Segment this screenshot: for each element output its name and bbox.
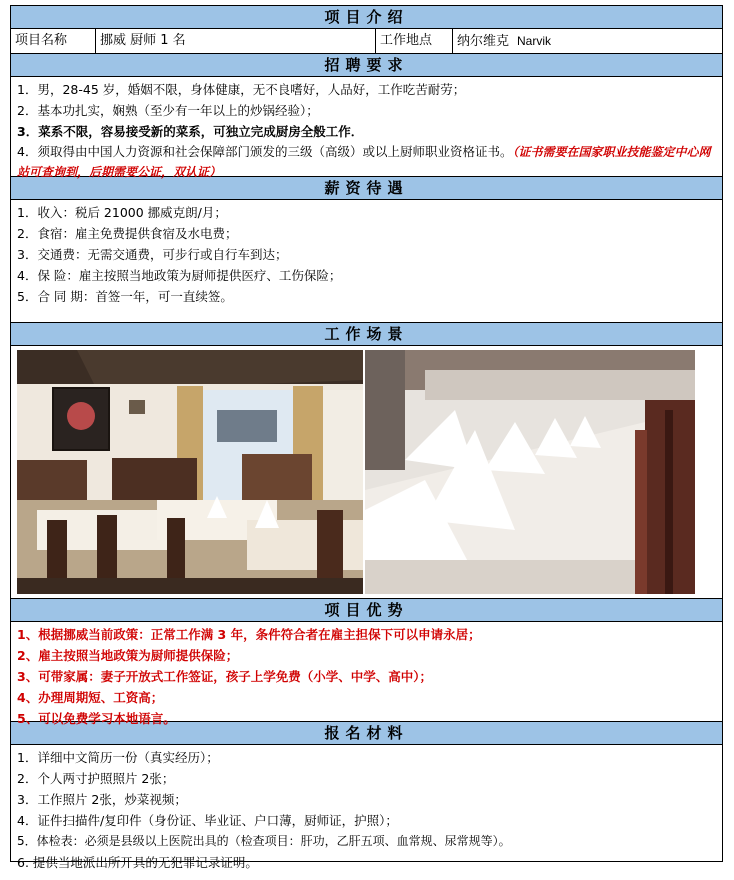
advantage-item: 3、可带家属：妻子开放式工作签证，孩子上学免费（小学、中学、高中）； xyxy=(17,669,432,684)
project-name-label: 项目名称 xyxy=(11,29,96,53)
work-place-en: Narvik xyxy=(517,34,552,48)
requirement-item: 3．菜系不限，容易接受新的菜系，可独立完成厨房全般工作． xyxy=(17,124,364,139)
work-place-value xyxy=(453,29,722,53)
advantages-list xyxy=(10,622,723,726)
material-item: 1．详细中文简历一份（真实经历）； xyxy=(17,750,219,765)
requirement-item-text: 4．须取得由中国人力资源和社会保障部门颁发的三级（高级）或以上厨师职业资格证书。 xyxy=(17,144,513,159)
work-place-cn: 纳尔维克 xyxy=(457,34,510,49)
salary-item: 2．食宿：雇主免费提供食宿及水电费； xyxy=(17,226,238,241)
requirement-item-4 xyxy=(17,142,716,182)
requirements-list xyxy=(10,77,723,177)
material-item: 5．体检表：必须是县级以上医院出具的（检查项目：肝功，乙肝五项、血常规、尿常规等）。 xyxy=(17,834,511,848)
requirement-item: 2．基本功扎实，娴熟（至少有一年以上的炒锅经验）； xyxy=(17,103,319,118)
salary-list xyxy=(10,200,723,323)
advantage-item: 2、雇主按照当地政策为厨师提供保险； xyxy=(17,648,239,663)
materials-list xyxy=(10,745,723,870)
work-place-label: 工作地点 xyxy=(376,29,453,53)
intro-info-row xyxy=(10,29,723,54)
intro-header: 项目介绍 xyxy=(10,5,723,29)
salary-item: 3．交通费：无需交通费，可步行或自行车到达； xyxy=(17,247,288,262)
advantages-header: 项目优势 xyxy=(10,599,723,622)
restaurant-photo-right xyxy=(365,350,695,594)
salary-item: 5．合 同 期：首签一年，可一直续签。 xyxy=(17,289,233,304)
scene-photos xyxy=(10,346,723,599)
advantage-item: 4、办理周期短、工资高； xyxy=(17,690,164,705)
certificate-note: （证书需要在国家职业技能鉴定中心网站可查询到，后期需要公证，双认证） xyxy=(17,145,711,179)
restaurant-photo-left xyxy=(17,350,363,594)
material-item: 4．证件扫描件/复印件（身份证、毕业证、户口薄，厨师证，护照）； xyxy=(17,813,398,828)
job-sheet xyxy=(10,5,723,870)
advantage-item: 1、根据挪威当前政策：正常工作满 3 年，条件符合者在雇主担保下可以申请永居； xyxy=(17,627,481,642)
material-item: 6. 提供当地派出所开具的无犯罪记录证明。 xyxy=(17,855,258,870)
material-item: 3．工作照片 2张，炒菜视频； xyxy=(17,792,187,807)
salary-item: 4．保 险：雇主按照当地政策为厨师提供医疗、工伤保险； xyxy=(17,268,342,283)
material-item: 2．个人两寸护照照片 2张； xyxy=(17,771,175,786)
advantage-item: 5、可以免费学习本地语言。 xyxy=(17,711,176,726)
salary-header: 薪资待遇 xyxy=(10,177,723,200)
scene-header: 工作场景 xyxy=(10,323,723,346)
requirements-header: 招聘要求 xyxy=(10,54,723,77)
requirement-item: 1．男，28-45 岁，婚姻不限，身体健康，无不良嗜好，人品好，工作吃苦耐劳； xyxy=(17,82,466,97)
salary-item: 1．收入：税后 21000 挪威克朗/月； xyxy=(17,205,227,220)
project-name-value: 挪威 厨师 1 名 xyxy=(96,29,376,53)
materials-header: 报名材料 xyxy=(10,722,723,745)
